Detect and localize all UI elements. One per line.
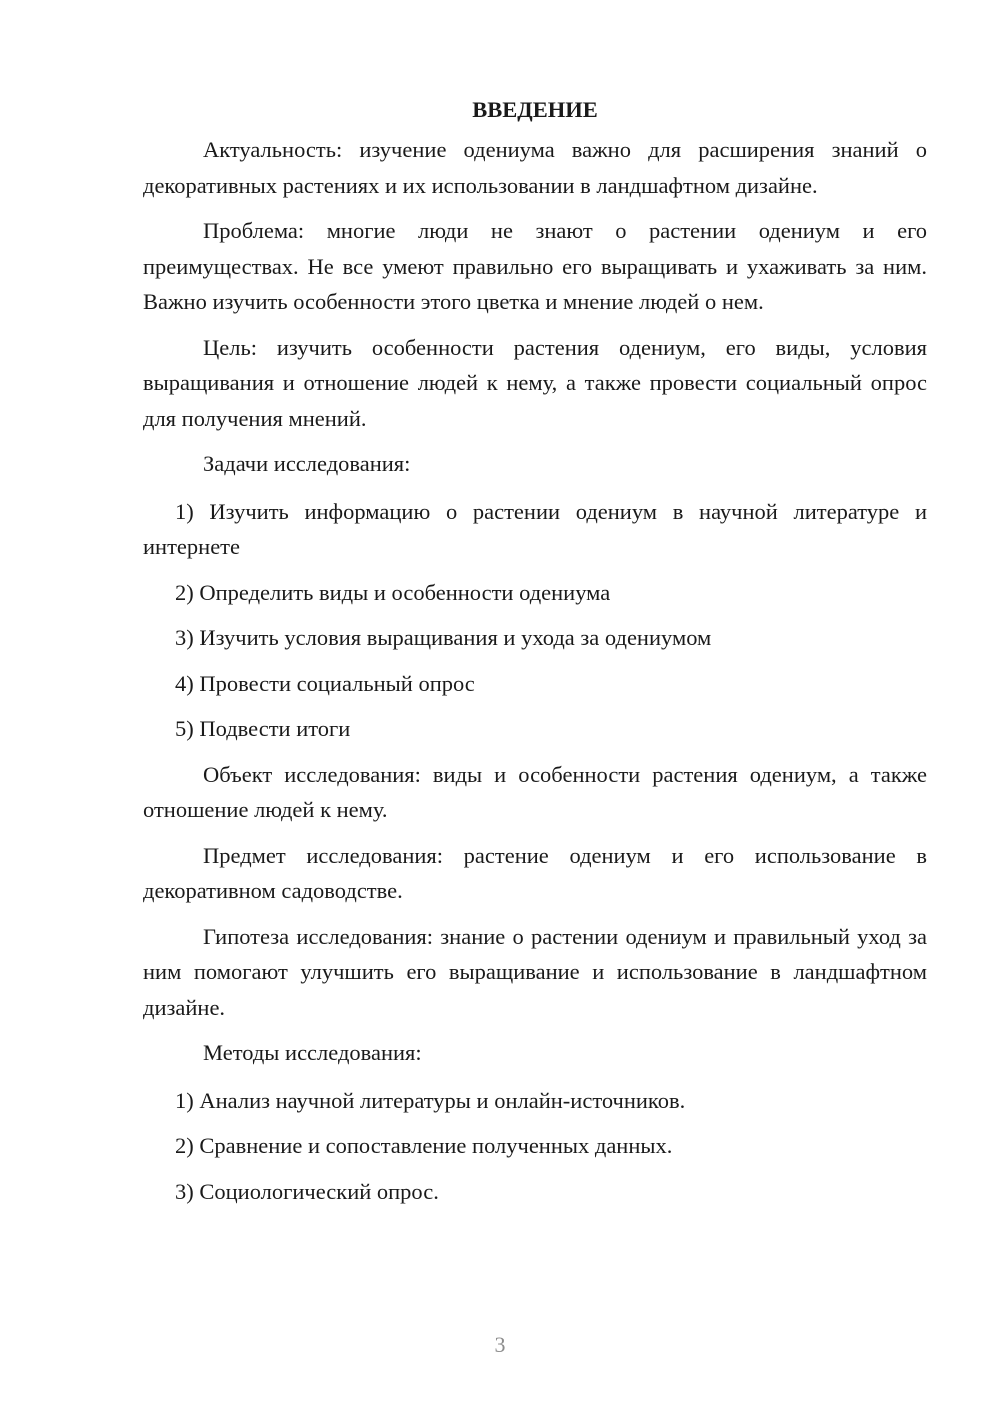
task-item: 5) Подвести итоги bbox=[175, 716, 351, 741]
method-item: 2) Сравнение и сопоставление полученных данных. bbox=[175, 1133, 673, 1158]
subject-paragraph: Предмет исследования: растение одениум и его использование в декоративном садоводстве. bbox=[143, 842, 927, 903]
object-paragraph: Объект исследования: виды и особенности растения одениум, а также отношение людей к нему. bbox=[143, 761, 927, 822]
tasks-heading: Задачи исследования: bbox=[203, 451, 411, 476]
method-item: 1) Анализ научной литературы и онлайн-источников. bbox=[175, 1087, 686, 1113]
hypothesis-paragraph: Гипотеза исследования: знание о растении одениум и правильный уход за ним помогают улучшить его выращивание и использование в ландшафтном дизайне. bbox=[143, 923, 927, 1020]
problem-paragraph: Проблема: многие люди не знают о растении одениум и его преимуществах. Не все умеют правильно его выращивать и ухаживать за ним. Важно изучить особенности этого цветка и мнение людей о нем. bbox=[143, 218, 927, 314]
task-item: 4) Провести социальный опрос bbox=[175, 670, 475, 696]
page-title: ВВЕДЕНИЕ bbox=[472, 97, 598, 122]
page-content bbox=[143, 92, 927, 1219]
task-item: 2) Определить виды и особенности одениума bbox=[175, 579, 611, 605]
task-item: 3) Изучить условия выращивания и ухода за одениумом bbox=[175, 625, 712, 650]
goal-paragraph: Цель: изучить особенности растения одениум, его виды, условия выращивания и отношение людей к нему, а также провести социальный опрос для получения мнений. bbox=[143, 334, 927, 431]
task-item: 1) Изучить информацию о растении одениум в научной литературе и интернете bbox=[143, 498, 927, 559]
relevance-paragraph: Актуальность: изучение одениума важно для расширения знаний о декоративных растениях и их использовании в ландшафтном дизайне. bbox=[143, 137, 927, 198]
method-item: 3) Социологический опрос. bbox=[175, 1178, 439, 1204]
page-number: 3 bbox=[494, 1332, 506, 1357]
methods-heading: Методы исследования: bbox=[203, 1040, 422, 1065]
